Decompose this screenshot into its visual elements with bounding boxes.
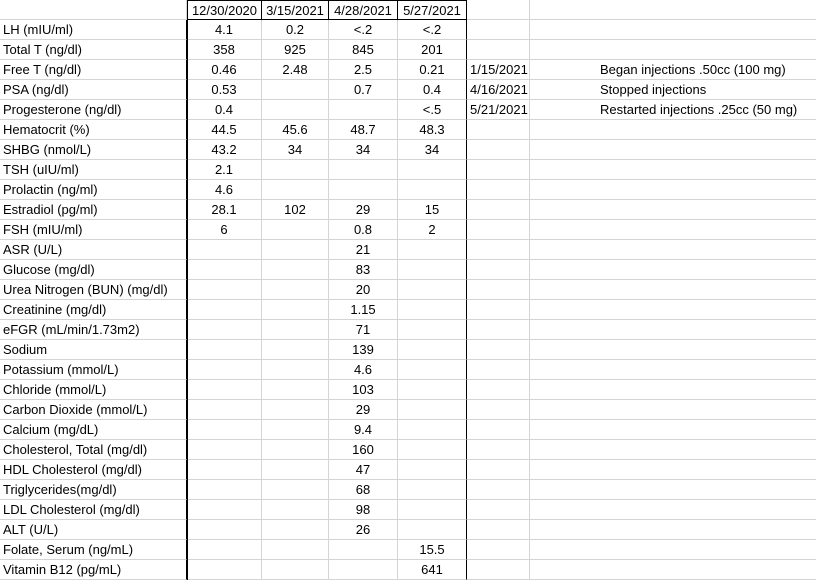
lab-value-cell[interactable] [187, 460, 262, 480]
lab-value-cell[interactable] [262, 400, 329, 420]
lab-test-label[interactable]: LDL Cholesterol (mg/dl) [0, 500, 187, 520]
lab-value-cell[interactable]: 641 [398, 560, 467, 580]
lab-value-cell[interactable] [329, 100, 398, 120]
lab-value-cell[interactable] [187, 380, 262, 400]
lab-test-label[interactable]: eFGR (mL/min/1.73m2) [0, 320, 187, 340]
date-column-header[interactable]: 12/30/2020 [187, 0, 262, 20]
lab-value-cell[interactable]: 0.53 [187, 80, 262, 100]
lab-value-cell[interactable]: 21 [329, 240, 398, 260]
empty-cell[interactable] [467, 400, 530, 420]
lab-value-cell[interactable] [187, 240, 262, 260]
lab-value-cell[interactable] [187, 280, 262, 300]
lab-value-cell[interactable]: 358 [187, 40, 262, 60]
lab-test-label[interactable]: Folate, Serum (ng/mL) [0, 540, 187, 560]
lab-value-cell[interactable] [329, 540, 398, 560]
lab-value-cell[interactable] [398, 240, 467, 260]
injection-note-date[interactable]: 1/15/2021 [467, 60, 530, 80]
lab-test-label[interactable]: ASR (U/L) [0, 240, 187, 260]
header-blank-cell[interactable] [0, 0, 187, 20]
empty-cell[interactable] [530, 340, 816, 360]
injection-note-date[interactable]: 4/16/2021 [467, 80, 530, 100]
lab-value-cell[interactable] [187, 340, 262, 360]
lab-test-label[interactable]: SHBG (nmol/L) [0, 140, 187, 160]
lab-value-cell[interactable] [398, 440, 467, 460]
lab-value-cell[interactable]: 0.21 [398, 60, 467, 80]
empty-cell[interactable] [530, 280, 816, 300]
lab-value-cell[interactable] [262, 460, 329, 480]
empty-cell[interactable] [530, 360, 816, 380]
empty-cell[interactable] [467, 0, 530, 20]
empty-cell[interactable] [530, 240, 816, 260]
lab-test-label[interactable]: Hematocrit (%) [0, 120, 187, 140]
lab-value-cell[interactable]: 15 [398, 200, 467, 220]
lab-value-cell[interactable] [187, 420, 262, 440]
lab-value-cell[interactable] [398, 360, 467, 380]
lab-value-cell[interactable]: 15.5 [398, 540, 467, 560]
empty-cell[interactable] [467, 500, 530, 520]
lab-test-label[interactable]: Chloride (mmol/L) [0, 380, 187, 400]
empty-cell[interactable] [467, 340, 530, 360]
lab-value-cell[interactable] [262, 340, 329, 360]
lab-value-cell[interactable] [398, 260, 467, 280]
date-column-header[interactable]: 5/27/2021 [398, 0, 467, 20]
lab-value-cell[interactable] [187, 320, 262, 340]
empty-cell[interactable] [530, 460, 816, 480]
lab-value-cell[interactable]: 9.4 [329, 420, 398, 440]
lab-test-label[interactable]: Cholesterol, Total (mg/dl) [0, 440, 187, 460]
lab-value-cell[interactable] [398, 300, 467, 320]
lab-value-cell[interactable]: <.2 [398, 20, 467, 40]
lab-value-cell[interactable]: 4.6 [187, 180, 262, 200]
lab-value-cell[interactable] [187, 520, 262, 540]
empty-cell[interactable] [530, 20, 816, 40]
lab-value-cell[interactable] [187, 300, 262, 320]
empty-cell[interactable] [530, 380, 816, 400]
lab-value-cell[interactable]: 34 [329, 140, 398, 160]
lab-value-cell[interactable] [262, 260, 329, 280]
lab-value-cell[interactable]: 0.7 [329, 80, 398, 100]
lab-value-cell[interactable] [262, 420, 329, 440]
lab-test-label[interactable]: Total T (ng/dl) [0, 40, 187, 60]
lab-value-cell[interactable] [262, 380, 329, 400]
lab-value-cell[interactable] [262, 160, 329, 180]
empty-cell[interactable] [530, 560, 816, 580]
empty-cell[interactable] [467, 460, 530, 480]
lab-value-cell[interactable]: 29 [329, 200, 398, 220]
injection-note-text[interactable]: Stopped injections [530, 80, 816, 100]
empty-cell[interactable] [530, 160, 816, 180]
lab-value-cell[interactable] [329, 560, 398, 580]
lab-value-cell[interactable] [262, 360, 329, 380]
lab-value-cell[interactable]: 6 [187, 220, 262, 240]
lab-value-cell[interactable]: 83 [329, 260, 398, 280]
lab-value-cell[interactable]: 2.1 [187, 160, 262, 180]
lab-test-label[interactable]: Creatinine (mg/dl) [0, 300, 187, 320]
empty-cell[interactable] [467, 280, 530, 300]
empty-cell[interactable] [530, 40, 816, 60]
lab-value-cell[interactable]: 201 [398, 40, 467, 60]
empty-cell[interactable] [530, 180, 816, 200]
lab-value-cell[interactable] [262, 480, 329, 500]
empty-cell[interactable] [530, 520, 816, 540]
empty-cell[interactable] [530, 200, 816, 220]
empty-cell[interactable] [530, 220, 816, 240]
lab-value-cell[interactable] [262, 300, 329, 320]
lab-test-label[interactable]: Urea Nitrogen (BUN) (mg/dl) [0, 280, 187, 300]
lab-value-cell[interactable] [262, 180, 329, 200]
lab-test-label[interactable]: Free T (ng/dl) [0, 60, 187, 80]
lab-value-cell[interactable] [329, 160, 398, 180]
lab-value-cell[interactable]: 0.4 [187, 100, 262, 120]
lab-test-label[interactable]: PSA (ng/dl) [0, 80, 187, 100]
lab-value-cell[interactable] [262, 440, 329, 460]
lab-value-cell[interactable] [398, 400, 467, 420]
lab-test-label[interactable]: Sodium [0, 340, 187, 360]
lab-value-cell[interactable]: 48.7 [329, 120, 398, 140]
lab-value-cell[interactable] [398, 320, 467, 340]
lab-value-cell[interactable] [187, 500, 262, 520]
date-column-header[interactable]: 4/28/2021 [329, 0, 398, 20]
lab-value-cell[interactable] [262, 540, 329, 560]
lab-test-label[interactable]: Triglycerides(mg/dl) [0, 480, 187, 500]
empty-cell[interactable] [467, 420, 530, 440]
lab-value-cell[interactable]: 26 [329, 520, 398, 540]
lab-value-cell[interactable]: 139 [329, 340, 398, 360]
lab-value-cell[interactable]: 2 [398, 220, 467, 240]
empty-cell[interactable] [467, 440, 530, 460]
empty-cell[interactable] [530, 440, 816, 460]
empty-cell[interactable] [530, 120, 816, 140]
lab-test-label[interactable]: FSH (mIU/ml) [0, 220, 187, 240]
lab-value-cell[interactable] [262, 520, 329, 540]
empty-cell[interactable] [467, 480, 530, 500]
lab-test-label[interactable]: TSH (uIU/ml) [0, 160, 187, 180]
lab-value-cell[interactable] [262, 80, 329, 100]
empty-cell[interactable] [467, 320, 530, 340]
lab-value-cell[interactable] [187, 440, 262, 460]
lab-value-cell[interactable]: 0.8 [329, 220, 398, 240]
lab-test-label[interactable]: Glucose (mg/dl) [0, 260, 187, 280]
lab-value-cell[interactable] [187, 360, 262, 380]
lab-value-cell[interactable]: 48.3 [398, 120, 467, 140]
lab-value-cell[interactable]: 71 [329, 320, 398, 340]
empty-cell[interactable] [467, 360, 530, 380]
lab-value-cell[interactable] [398, 480, 467, 500]
empty-cell[interactable] [530, 540, 816, 560]
empty-cell[interactable] [467, 140, 530, 160]
lab-value-cell[interactable] [398, 160, 467, 180]
lab-value-cell[interactable]: 4.6 [329, 360, 398, 380]
empty-cell[interactable] [530, 140, 816, 160]
lab-value-cell[interactable]: 34 [262, 140, 329, 160]
lab-value-cell[interactable]: <.2 [329, 20, 398, 40]
empty-cell[interactable] [467, 380, 530, 400]
lab-value-cell[interactable] [187, 540, 262, 560]
lab-value-cell[interactable] [262, 220, 329, 240]
empty-cell[interactable] [530, 320, 816, 340]
injection-note-date[interactable]: 5/21/2021 [467, 100, 530, 120]
injection-note-text[interactable]: Restarted injections .25cc (50 mg) [530, 100, 816, 120]
lab-value-cell[interactable] [187, 560, 262, 580]
lab-value-cell[interactable] [398, 420, 467, 440]
empty-cell[interactable] [467, 200, 530, 220]
lab-value-cell[interactable] [187, 400, 262, 420]
lab-value-cell[interactable] [398, 500, 467, 520]
lab-test-label[interactable]: Vitamin B12 (pg/mL) [0, 560, 187, 580]
empty-cell[interactable] [467, 240, 530, 260]
empty-cell[interactable] [467, 540, 530, 560]
lab-value-cell[interactable] [262, 500, 329, 520]
lab-value-cell[interactable]: 98 [329, 500, 398, 520]
lab-value-cell[interactable] [262, 280, 329, 300]
lab-value-cell[interactable] [398, 280, 467, 300]
lab-value-cell[interactable]: 47 [329, 460, 398, 480]
lab-value-cell[interactable]: 2.5 [329, 60, 398, 80]
lab-value-cell[interactable]: <.5 [398, 100, 467, 120]
lab-test-label[interactable]: ALT (U/L) [0, 520, 187, 540]
empty-cell[interactable] [467, 160, 530, 180]
empty-cell[interactable] [530, 260, 816, 280]
empty-cell[interactable] [530, 400, 816, 420]
lab-value-cell[interactable]: 4.1 [187, 20, 262, 40]
injection-note-text[interactable]: Began injections .50cc (100 mg) [530, 60, 816, 80]
lab-value-cell[interactable]: 845 [329, 40, 398, 60]
empty-cell[interactable] [530, 500, 816, 520]
lab-value-cell[interactable]: 29 [329, 400, 398, 420]
lab-value-cell[interactable] [262, 560, 329, 580]
lab-test-label[interactable]: Prolactin (ng/ml) [0, 180, 187, 200]
lab-test-label[interactable]: Progesterone (ng/dl) [0, 100, 187, 120]
lab-value-cell[interactable]: 45.6 [262, 120, 329, 140]
lab-value-cell[interactable] [262, 320, 329, 340]
lab-value-cell[interactable]: 28.1 [187, 200, 262, 220]
lab-value-cell[interactable]: 0.2 [262, 20, 329, 40]
empty-cell[interactable] [530, 480, 816, 500]
lab-value-cell[interactable] [329, 180, 398, 200]
lab-value-cell[interactable] [398, 180, 467, 200]
lab-value-cell[interactable] [187, 260, 262, 280]
lab-value-cell[interactable]: 20 [329, 280, 398, 300]
empty-cell[interactable] [467, 560, 530, 580]
empty-cell[interactable] [467, 20, 530, 40]
empty-cell[interactable] [467, 260, 530, 280]
lab-value-cell[interactable]: 44.5 [187, 120, 262, 140]
empty-cell[interactable] [530, 420, 816, 440]
lab-value-cell[interactable]: 2.48 [262, 60, 329, 80]
lab-value-cell[interactable]: 103 [329, 380, 398, 400]
table-left-border [187, 0, 188, 580]
lab-value-cell[interactable]: 925 [262, 40, 329, 60]
empty-cell[interactable] [467, 180, 530, 200]
lab-test-label[interactable]: Estradiol (pg/ml) [0, 200, 187, 220]
empty-cell[interactable] [467, 520, 530, 540]
lab-test-label[interactable]: LH (mIU/ml) [0, 20, 187, 40]
lab-value-cell[interactable]: 68 [329, 480, 398, 500]
lab-value-cell[interactable]: 43.2 [187, 140, 262, 160]
empty-cell[interactable] [467, 220, 530, 240]
lab-value-cell[interactable]: 0.4 [398, 80, 467, 100]
empty-cell[interactable] [467, 300, 530, 320]
lab-value-cell[interactable] [262, 100, 329, 120]
lab-value-cell[interactable] [398, 520, 467, 540]
lab-value-cell[interactable] [398, 380, 467, 400]
lab-test-label[interactable]: Potassium (mmol/L) [0, 360, 187, 380]
empty-cell[interactable] [467, 120, 530, 140]
lab-value-cell[interactable] [262, 240, 329, 260]
lab-value-cell[interactable]: 34 [398, 140, 467, 160]
date-column-header[interactable]: 3/15/2021 [262, 0, 329, 20]
lab-test-label[interactable]: Carbon Dioxide (mmol/L) [0, 400, 187, 420]
empty-cell[interactable] [530, 0, 816, 20]
lab-value-cell[interactable]: 1.15 [329, 300, 398, 320]
lab-value-cell[interactable]: 160 [329, 440, 398, 460]
empty-cell[interactable] [530, 300, 816, 320]
lab-value-cell[interactable] [398, 340, 467, 360]
lab-value-cell[interactable]: 102 [262, 200, 329, 220]
empty-cell[interactable] [467, 40, 530, 60]
lab-value-cell[interactable] [187, 480, 262, 500]
lab-value-cell[interactable] [398, 460, 467, 480]
lab-test-label[interactable]: Calcium (mg/dL) [0, 420, 187, 440]
lab-value-cell[interactable]: 0.46 [187, 60, 262, 80]
lab-test-label[interactable]: HDL Cholesterol (mg/dl) [0, 460, 187, 480]
